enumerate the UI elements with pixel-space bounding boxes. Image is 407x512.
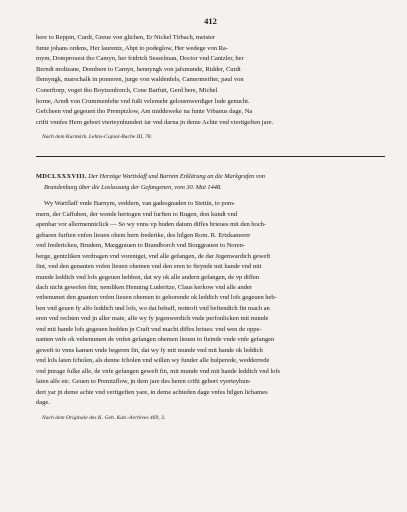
text-line: apenbar vor allermenniclick — So wy vnns vp huden datum diffes brieues mit den hoch- <box>36 221 267 229</box>
text-line: horne, Arndt von Crummenfehe vnd fußt velemehr gelouenwerdiger lude genucht. <box>36 97 250 105</box>
text-line: flemyngk, marschalk in pomeren, jurge von waldenfels, Camermeifter, paul von <box>36 76 244 84</box>
text-line: here to Reppin, Curdt, Greue von glichen, Er Nickel Tirbach, meister <box>36 34 215 41</box>
text-line: nanten vnfe ok vnbenumen de vnfen gefangen ohemen lieuen to fteinde vnde vnfe gefangen <box>36 336 275 344</box>
text-line: mern, der Caffuben, der wende hertogen vnd furften to Rugen, don kundt vnd <box>36 210 238 218</box>
text-line: funte johans ordens, Her laurentz, Abpt to podeglow, Her wedege von Ra- <box>36 44 228 52</box>
text-line: vnd jntrage fulke alle, de vnfe gefangen geweft fin, mit munde vnd mit hande leddich vnd lofs <box>36 367 281 375</box>
text-line: dage. <box>36 398 50 406</box>
text-line: vnd mit hande lofs gegeuen hedden jn Craft vnd macht diffes briues: vnd wen de oppe- <box>36 325 262 333</box>
text-line: Wy Wartflaff vnde Barnym, veddern, van gadesgnaden to Stettin, to pom- <box>44 200 236 208</box>
source-note: Nach dem Originale des K. Geh. Kab.-Archives 469, 3. <box>42 415 166 422</box>
text-line: eren vnd rechten vnd jn aller mate, alfe wy fy jegenwerdich vnde perfonlicken mit munde <box>36 315 269 323</box>
text-line: dert yar jn deme achte vnd vertigeften yare, in deme achteden dage vnfes hilgen lichames <box>36 388 268 396</box>
page-number: 412 <box>204 16 217 26</box>
text-line: ben vnd geuen fy alfo leddich und lofs, wo dat behuff, nottroft vnd beftendich fin mach an <box>36 304 270 312</box>
text-line: mym, Domprouest tho Camyn, her fridrich Sesselman, Doctor vnd Cantzler, her <box>36 55 244 63</box>
text-line: vnd lofs laten fcholen, als denne fcholen vnd willen wy funder alle hulperede, wedderrede <box>36 357 270 365</box>
text-line: gebaren furften vnfen lieuen ohem hern frederike, des hilgen Rom. R. Ertzkamerer <box>36 231 251 239</box>
charter-heading <box>36 172 385 193</box>
charter-number: MDCLXXXVIII. <box>36 173 87 181</box>
source-note: Nach dem Kurmärk. Lehns-Copial-Buche III, 78. <box>42 134 152 141</box>
text-line: berge, gentzliken verdragen vnd voreniget, vnd alle gefangen, de dar Jegenwardich geweft <box>36 252 271 260</box>
charter-body <box>36 199 385 423</box>
text-line: geweft to vnns kamen vnde begeren fin, dat wy fy mit munde vnd mit hande ok leddich <box>36 346 263 354</box>
text-line: crifti vnnfes Hern gebort vierteynhundert iar vnd darna jn deme Achte vnd viertigeften jare. <box>36 118 274 126</box>
text-line: fint, vnd den genanten vnfen lieuen ohemen vnd den eren to fteynde mit hande vnd mit <box>36 263 262 271</box>
previous-document-closing <box>36 33 385 142</box>
text-line: Conerftorp, voget tho Boytzenborch, Cone Barfutt, Gerd bere, Michel <box>36 86 218 94</box>
text-line: Gefcheen vnd gegeuen tho Premptzlow, Am middeweke na funte Vrbanus dage, Na <box>36 108 253 116</box>
text-line: vnd frederickeu, Brudern, Marggrauen to Brandborch vnd Borggrauen to Noren- <box>36 242 245 250</box>
text-line: dach nicht gewefen fint, nemliken Henning Luderitze, Claus kerkow vnd alle ander <box>36 283 252 291</box>
text-line: munde leddich vnd lofs gegeuen hebben, dat wy ok alle andern gefangen, de vp diffen <box>36 273 260 281</box>
charter-title-line-2: Brandenburg über die Loslassung der Gefangenen, vom 30. Mai 1448. <box>44 183 222 191</box>
section-divider <box>36 156 385 157</box>
text-line: laten alfe etc. Geuen to Premtzflow, jn dem jare des heren crifti gebort vyerteyhun- <box>36 378 251 386</box>
text-line: vnbenumet den gnanten vnfen lieuen ohemen to gehorende ok leddich vnd lofs gegeuen heb- <box>36 294 277 302</box>
charter-title-line-1: Der Herzöge Wartislaff und Barnim Erklärung an die Markgrafen von <box>88 173 265 181</box>
text-line: Berndt moltzane, Dombere to Camyn, hennyngk von jafsmunde, Ridder, Curdt <box>36 65 241 73</box>
